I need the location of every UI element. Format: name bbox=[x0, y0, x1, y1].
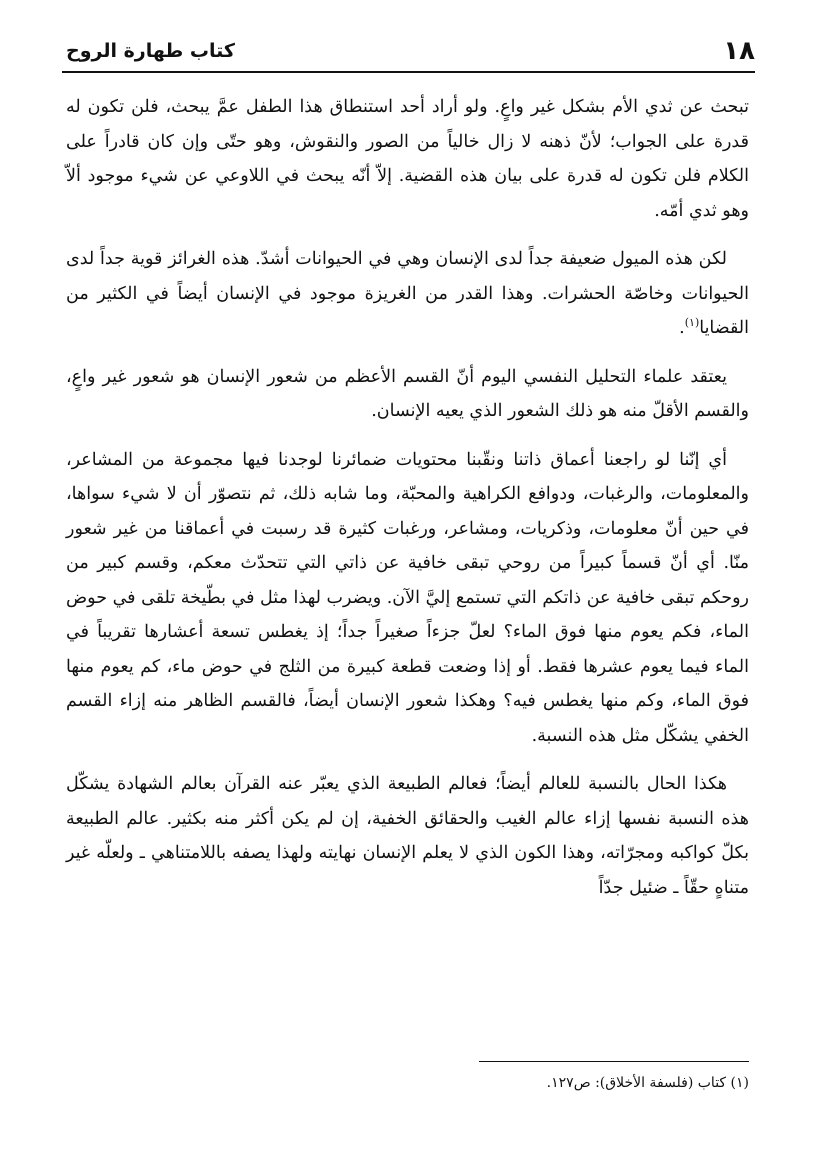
paragraph-5: هكذا الحال بالنسبة للعالم أيضاً؛ فعالم الطبيعة الذي يعبّر عنه القرآن بعالم الشهادة يشكّل هذه النسبة نفسها إزاء عالم الغيب والحقائق الخفية، إن لم يكن أكثر منه بكثير. عالم الطبيعة بكلّ كواكبه ومجرّاته، وهذا الكون الذي لا يعلم الإنسان نهايته ولهذا يصفه باللامتناهي ـ ولعلّه غير متناهٍ حقّاً ـ ضئيل جدّاً bbox=[66, 774, 749, 898]
paragraph-2 bbox=[66, 242, 749, 346]
paragraph-2-text: لكن هذه الميول ضعيفة جداً لدى الإنسان وهي في الحيوانات أشدّ. هذه الغرائز قوية جداً لدى الحيوانات وخاصّة الحشرات. وهذا القدر من الغريزة موجود في الإنسان أيضاً في الكثير من القضايا bbox=[66, 249, 749, 338]
footnote-reference: (١) bbox=[684, 316, 700, 330]
footnote: (١) كتاب (فلسفة الأخلاق): ص١٢٧. bbox=[546, 1075, 749, 1091]
running-title: كتاب طهارة الروح bbox=[66, 40, 235, 62]
paragraph-1: تبحث عن ثدي الأم بشكل غير واعٍ. ولو أراد أحد استنطاق هذا الطفل عمَّ يبحث، فلن تكون له قدرة على الجواب؛ لأنّ ذهنه لا زال خالياً من الصور والنقوش، وهو حتّى وإن كان قادراً على الكلام فلن تكون له قدرة على بيان هذه القضية. إلاّ أنّه يبحث في اللاوعي عن شيء موجود ألاّ وهو ثدي أمّه. bbox=[66, 97, 749, 221]
page-header bbox=[66, 26, 755, 66]
page-number: ١٨ bbox=[723, 36, 755, 66]
paragraph-2-end: . bbox=[679, 318, 685, 338]
paragraph-3: يعتقد علماء التحليل النفسي اليوم أنّ القسم الأعظم من شعور الإنسان هو شعور غير واعٍ، والقسم الأقلّ منه هو ذلك الشعور الذي يعيه الإنسان. bbox=[66, 366, 749, 421]
header-divider bbox=[62, 71, 755, 73]
body-text bbox=[66, 90, 749, 919]
paragraph-4: أي إنّنا لو راجعنا أعماق ذاتنا ونقّبنا محتويات ضمائرنا لوجدنا فيها مجموعة من المشاعر، والمعلومات، والرغبات، ودوافع الكراهية والمحبّة، وما شابه ذلك، ثم نتصوّر أن لا شيء سواها، في حين أنّ معلومات، وذكريات، ومشاعر، ورغبات كثيرة قد رسبت في أعماقنا من غير شعور منّا. أي أنّ قسماً كبيراً من روحي تبقى خافية عن ذاتي التي تتحدّث معكم، وقسم كبير من روحكم تبقى خافية عن ذاتكم التي تستمع إليَّ الآن. ويضرب لهذا مثل في بطّيخة تلقى في حوض الماء، فكم يعوم منها فوق الماء؟ لعلّ جزءاً صغيراً جداً؛ إذ يغطس تسعة أعشارها تقريباً في الماء فيما يعوم عشرها فقط. أو إذا وضعت قطعة كبيرة من الثلج في حوض ماء، كم يعوم منها فوق الماء، وكم منها يغطس فيه؟ وهكذا شعور الإنسان أيضاً، فالقسم الظاهر منه إزاء القسم الخفي يشكّل مثل هذه النسبة. bbox=[66, 449, 749, 746]
footnote-divider bbox=[479, 1061, 749, 1062]
